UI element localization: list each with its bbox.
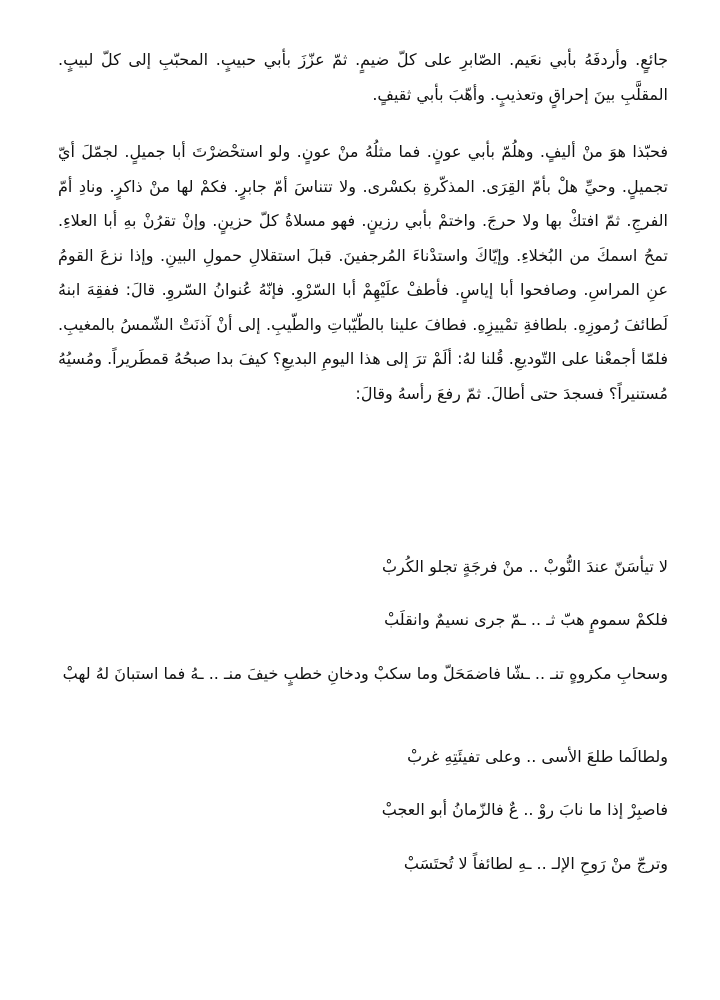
paragraph-2: فحبّذا هوَ منْ أليفٍ. وهلُمّ بأبي عونٍ. فما مثلُهُ منْ عونٍ. ولو استحْضرْتَ أبا جميلٍ. لجمّلَ أيّ تجميلٍ. وحيِّ هلْ بأمّ القِرَى. المذكّرةِ بكسْرى. ولا تتناسَ أمّ جابرٍ. فكمْ لها منْ ذاكرٍ. ونادِ أمّ الفرجِ. ثمّ افتكْ بها ولا حرجَ. واختمْ بأبي رزينٍ. فهو مسلاةُ كلّ حزينٍ. وإنْ تقرُنْ بهِ أبا العلاءِ. تمحُ اسمكَ من البُخلاءِ. وإيّاكَ واستدْناءَ المُرجفينَ. قبلَ استقلالِ حمولِ البينِ. وإذا نزعَ القومُ عنِ المراسِ. وصافحوا أبا إياسٍ. فأطفْ علَيْهِمْ أبا السّرْوِ. فإنّهُ عُنوانُ السّروِ. قالَ: ففقِهَ ابنهُ لَطائفَ رُموزِهِ. بلطافةِ تمْييزِهِ. فطافَ علينا بالطّيّباتِ والطّيبِ. إلى أنْ آذنَتْ الشّمسُ بالمغيبِ. فلمّا أجمعْنا على التّوديعِ. قُلنا لهُ: ألَمْ ترَ إلى هذا اليومِ البديعِ؟ كيفَ بدا صبحُهُ قمطَريراً. ومُسيُهُ مُستنيراً؟ فسجدَ حتى أطالَ. ثمّ رفعَ رأسهُ وقالَ: [58,142,668,403]
verse-2: فلكمْ سمومٍ هبّ ثـ .. ـمّ جرى نسيمٌ وانقلَبْ [384,610,668,629]
verse-4: ولطالَما طلعَ الأسى .. وعلى تفيئَتِهِ غربْ [407,747,668,766]
verse-5: فاصبِرْ إذا ما نابَ روْ .. عٌ فالزّمانُ أبو العجبْ [381,800,668,819]
verse-3: وسحابِ مكروهٍ تنـ .. ـشّا فاضمَحَلّ وما سكبْ ودخانِ خطبٍ خيفَ منـ .. ـهُ فما استبانَ لهُ لهبْ [62,664,668,683]
verse-1: لا تيأسَنّ عندَ النُّوبْ .. منْ فرجَةٍ تجلو الكُربْ [381,557,668,576]
verse-6: وترجّ منْ رَوحِ الإلـ .. ـهِ لطائفاً لا تُحتَسَبْ [403,854,668,873]
paragraph-1: جائعٍ. وأردفَهُ بأبي نعَيم. الصّابرِ على كلّ ضيمٍ. ثمّ عزّزَ بأبي حبيبٍ. المحبّبِ إلى كلّ لبيبٍ. المقلَّبِ بينَ إحراقٍ وتعذيبٍ. وأهّبَ بأبي ثقيفٍ. [58,50,668,104]
